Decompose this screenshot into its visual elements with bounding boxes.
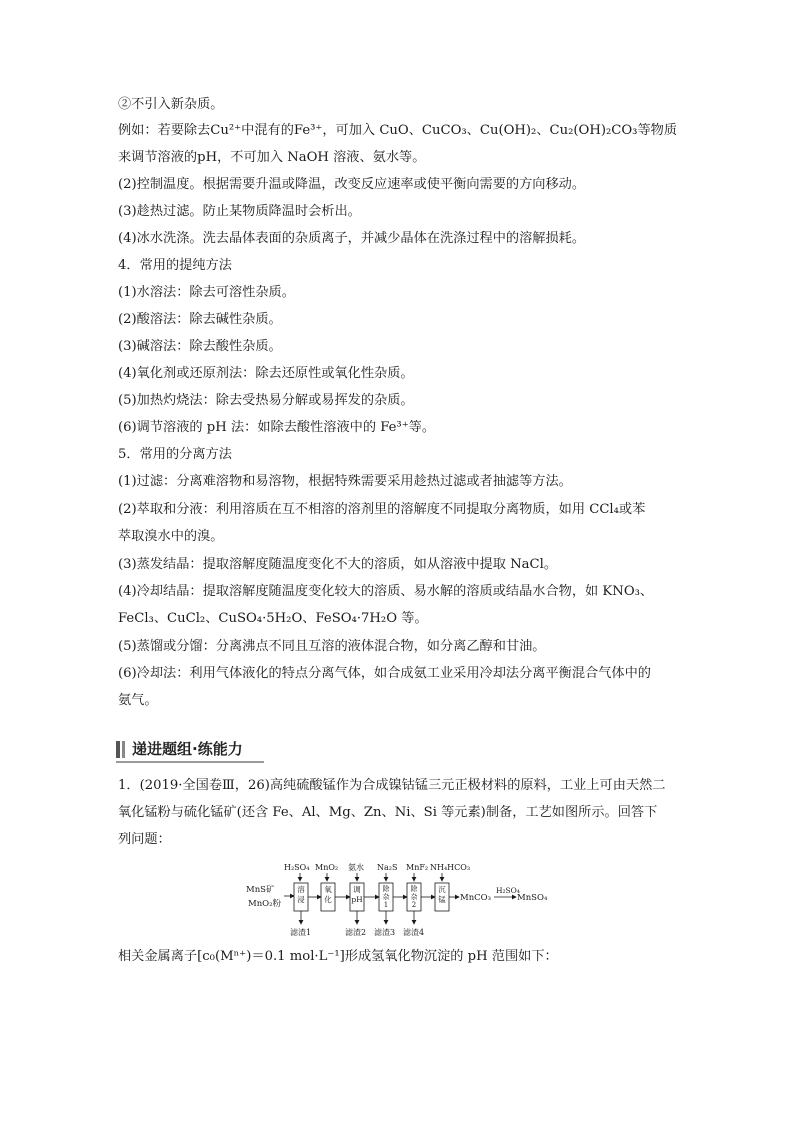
section-header bbox=[116, 737, 264, 763]
text-line: (3)蒸发结晶：提取溶解度随温度变化不大的溶质，如从溶液中提取 NaCl。 bbox=[118, 557, 558, 572]
product-mnso4: MnSO₄ bbox=[517, 893, 548, 903]
reagent-label: MnO₂ bbox=[315, 863, 339, 872]
question-text: 相关金属离子[c₀(Mⁿ⁺)＝0.1 mol·L⁻¹]形成氢氧化物沉淀的 pH 范围如下： bbox=[118, 949, 558, 964]
step-label-2: 氧化 bbox=[324, 885, 332, 904]
text-line: (4)冷却结晶：提取溶解度随温度变化较大的溶质、易水解的溶质或结晶水合物，如 KNO₃、 bbox=[118, 584, 654, 599]
text-line: (4)氧化剂或还原剂法：除去还原性或氧化性杂质。 bbox=[118, 366, 414, 381]
subheading: 5．常用的分离方法 bbox=[118, 447, 232, 462]
product-mnco3: MnCO₃ bbox=[460, 893, 492, 903]
feed-mno2-label: MnO₂粉 bbox=[248, 899, 282, 909]
step-label-6: 沉锰 bbox=[438, 885, 446, 904]
subheading: 4．常用的提纯方法 bbox=[118, 258, 232, 273]
process-flow-diagram bbox=[244, 858, 564, 940]
step-label-1: 溶浸 bbox=[297, 885, 305, 904]
reagent-label: 氨水 bbox=[348, 863, 364, 872]
section-marker-icon bbox=[122, 741, 125, 758]
reagent-label: Na₂S bbox=[377, 863, 398, 872]
text-line: 来调节溶液的pH，不可加入 NaOH 溶液、氨水等。 bbox=[118, 150, 426, 165]
question-text: 1．(2019·全国卷Ⅲ，26)高纯硫酸锰作为合成镍钴锰三元正极材料的原料，工业上可由天然二 bbox=[118, 778, 666, 793]
reagent-label: H₂SO₄ bbox=[284, 863, 310, 872]
reagent-label: NH₄HCO₃ bbox=[430, 863, 471, 872]
residue-label: 滤渣4 bbox=[403, 928, 425, 937]
arrow-label-h2so4: H₂SO₄ bbox=[496, 886, 520, 895]
step-label-5: 除杂 2 bbox=[410, 885, 418, 909]
feed-mns-label: MnS矿 bbox=[246, 885, 275, 895]
text-line: (2)酸溶法：除去碱性杂质。 bbox=[118, 312, 282, 327]
text-line: (2)萃取和分液：利用溶质在互不相溶的溶剂里的溶解度不同提取分离物质，如用 CCl₄或苯 bbox=[118, 502, 646, 517]
section-marker-icon bbox=[116, 741, 120, 758]
text-line: (5)加热灼烧法：除去受热易分解或易挥发的杂质。 bbox=[118, 393, 414, 408]
text-line: (4)冰水洗涤。洗去晶体表面的杂质离子，并减少晶体在洗涤过程中的溶解损耗。 bbox=[118, 231, 586, 246]
residue-label: 滤渣1 bbox=[290, 928, 312, 937]
text-line: (6)冷却法：利用气体液化的特点分离气体，如合成氨工业采用冷却法分离平衡混合气体中的 bbox=[118, 666, 651, 681]
text-line: 例如：若要除去Cu²⁺中混有的Fe³⁺，可加入 CuO、CuCO₃、Cu(OH)₂、Cu₂(OH)₂CO₃等物质 bbox=[118, 123, 678, 138]
text-line: FeCl₃、CuCl₂、CuSO₄·5H₂O、FeSO₄·7H₂O 等。 bbox=[118, 611, 428, 626]
text-line: (6)调节溶液的 pH 法：如除去酸性溶液中的 Fe³⁺等。 bbox=[118, 420, 436, 435]
text-line: ②不引入新杂质。 bbox=[118, 97, 224, 112]
section-title: 递进题组·练能力 bbox=[132, 740, 243, 758]
question-text: 列问题： bbox=[118, 832, 171, 847]
step-label-3: 调 pH bbox=[351, 885, 363, 904]
text-line: (3)趁热过滤。防止某物质降温时会析出。 bbox=[118, 204, 361, 219]
text-line: (3)碱溶法：除去酸性杂质。 bbox=[118, 339, 282, 354]
residue-label: 滤渣2 bbox=[345, 928, 367, 937]
text-line: 萃取溴水中的溴。 bbox=[118, 529, 224, 544]
text-line: (2)控制温度。根据需要升温或降温，改变反应速率或使平衡向需要的方向移动。 bbox=[118, 177, 586, 192]
reagent-label: MnF₂ bbox=[406, 863, 429, 872]
text-line: 氨气。 bbox=[118, 693, 158, 708]
question-text: 氧化锰粉与硫化锰矿(还含 Fe、Al、Mg、Zn、Ni、Si 等元素)制备，工艺如图所示。回答下 bbox=[118, 805, 658, 820]
text-line: (5)蒸馏或分馏：分离沸点不同且互溶的液体混合物，如分离乙醇和甘油。 bbox=[118, 639, 546, 654]
step-label-4: 除杂 1 bbox=[382, 885, 390, 909]
residue-label: 滤渣3 bbox=[374, 928, 396, 937]
text-line: (1)水溶法：除去可溶性杂质。 bbox=[118, 285, 295, 300]
text-line: (1)过滤：分离难溶物和易溶物，根据特殊需要采用趁热过滤或者抽滤等方法。 bbox=[118, 474, 572, 489]
